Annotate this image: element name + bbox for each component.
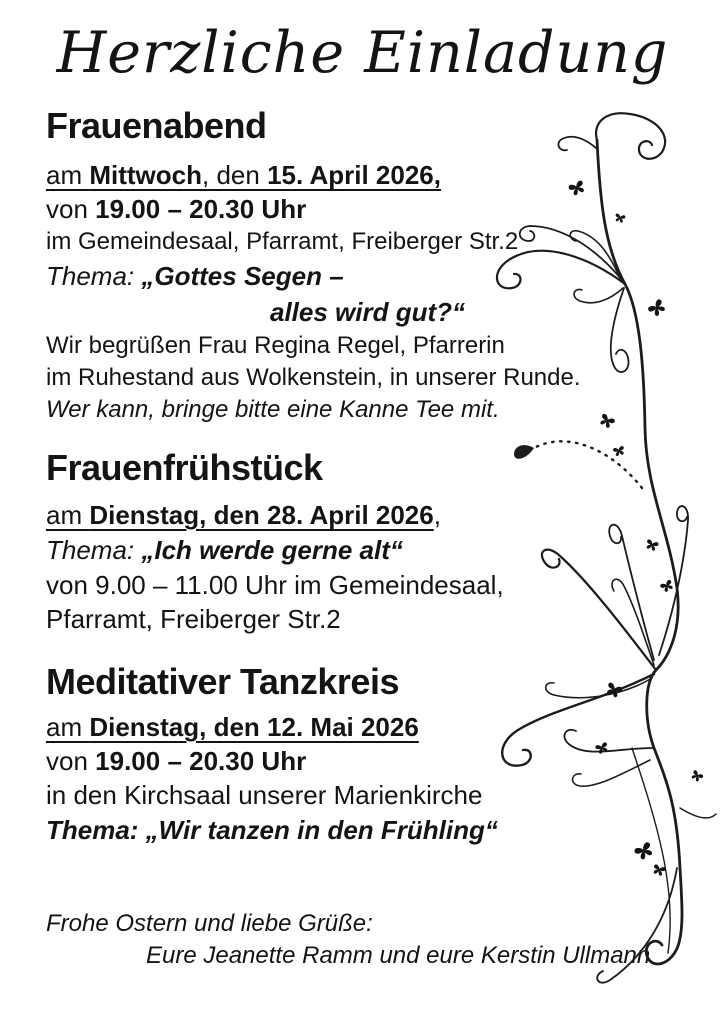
date-prefix: am <box>46 160 90 190</box>
butterfly-icon <box>690 770 704 783</box>
page-title: Herzliche Einladung <box>56 20 669 86</box>
butterfly-icon <box>614 213 626 223</box>
date-day: Mittwoch <box>89 160 202 190</box>
event-note-line-1: Wir begrüßen Frau Regina Regel, Pfarrerin <box>46 332 505 359</box>
date-mid: , den <box>202 160 268 190</box>
event-time-line-1: von 9.00 – 11.00 Uhr im Gemeindesaal, <box>46 570 504 600</box>
event-date-line <box>46 158 586 192</box>
date-value: Dienstag, den 12. Mai 2026 <box>89 712 419 742</box>
time-value: 19.00 – 20.30 Uhr <box>95 194 307 224</box>
event-note-italic: Wer kann, bringe bitte eine Kanne Tee mit. <box>46 396 500 423</box>
event-frauenabend <box>46 104 586 426</box>
butterfly-icon <box>595 742 610 755</box>
butterfly-icon <box>660 579 675 593</box>
event-location-line: in den Kirchsaal unserer Marienkirche <box>46 780 483 810</box>
event-time-line-2: Pfarramt, Freiberger Str.2 <box>46 604 341 634</box>
event-theme-line-1 <box>46 258 586 294</box>
butterflies <box>568 180 704 877</box>
event-date-line <box>46 710 586 744</box>
date-prefix: am <box>46 500 90 530</box>
footer-greeting: Frohe Ostern und liebe Grüße: <box>46 910 373 937</box>
event-meditativer-tanzkreis <box>46 660 586 848</box>
theme-label: Thema: <box>46 535 142 565</box>
butterfly-icon <box>633 841 654 861</box>
event-heading: Frauenfrühstück <box>46 447 323 488</box>
event-time-line <box>46 744 586 778</box>
event-time-line <box>46 192 586 226</box>
event-frauenfruehstueck <box>46 446 586 636</box>
event-theme-line <box>46 532 586 568</box>
theme-label: Thema: <box>46 261 142 291</box>
footer <box>46 908 651 972</box>
event-heading: Frauenabend <box>46 105 267 146</box>
event-heading: Meditativer Tanzkreis <box>46 661 399 702</box>
butterfly-icon <box>652 864 667 877</box>
event-theme-line-2: alles wird gut?“ <box>270 297 466 327</box>
time-prefix: von <box>46 746 96 776</box>
theme-quote: „Gottes Segen – <box>141 261 344 291</box>
time-value: 19.00 – 20.30 Uhr <box>95 746 307 776</box>
butterfly-icon <box>598 413 616 430</box>
flyer-content <box>46 104 651 972</box>
event-note-line-2: im Ruhestand aus Wolkenstein, in unserer Runde. <box>46 364 581 391</box>
event-theme-line: Thema: „Wir tanzen in den Frühling“ <box>46 815 498 845</box>
butterfly-icon <box>645 539 660 552</box>
event-location-line: im Gemeindesaal, Pfarramt, Freiberger Str.2 <box>46 228 519 255</box>
butterfly-icon <box>613 446 626 457</box>
butterfly-icon <box>647 298 667 318</box>
time-prefix: von <box>46 194 96 224</box>
footer-signature: Eure Jeanette Ramm und eure Kerstin Ullmann <box>146 942 651 969</box>
theme-quote: „Ich werde gerne alt“ <box>141 535 403 565</box>
date-suffix: , <box>433 500 441 530</box>
date-prefix: am <box>46 712 90 742</box>
event-date-line <box>46 498 586 532</box>
date-value: Dienstag, den 28. April 2026 <box>89 500 434 530</box>
butterfly-icon <box>605 682 624 699</box>
date-value: 15. April 2026, <box>267 160 441 190</box>
